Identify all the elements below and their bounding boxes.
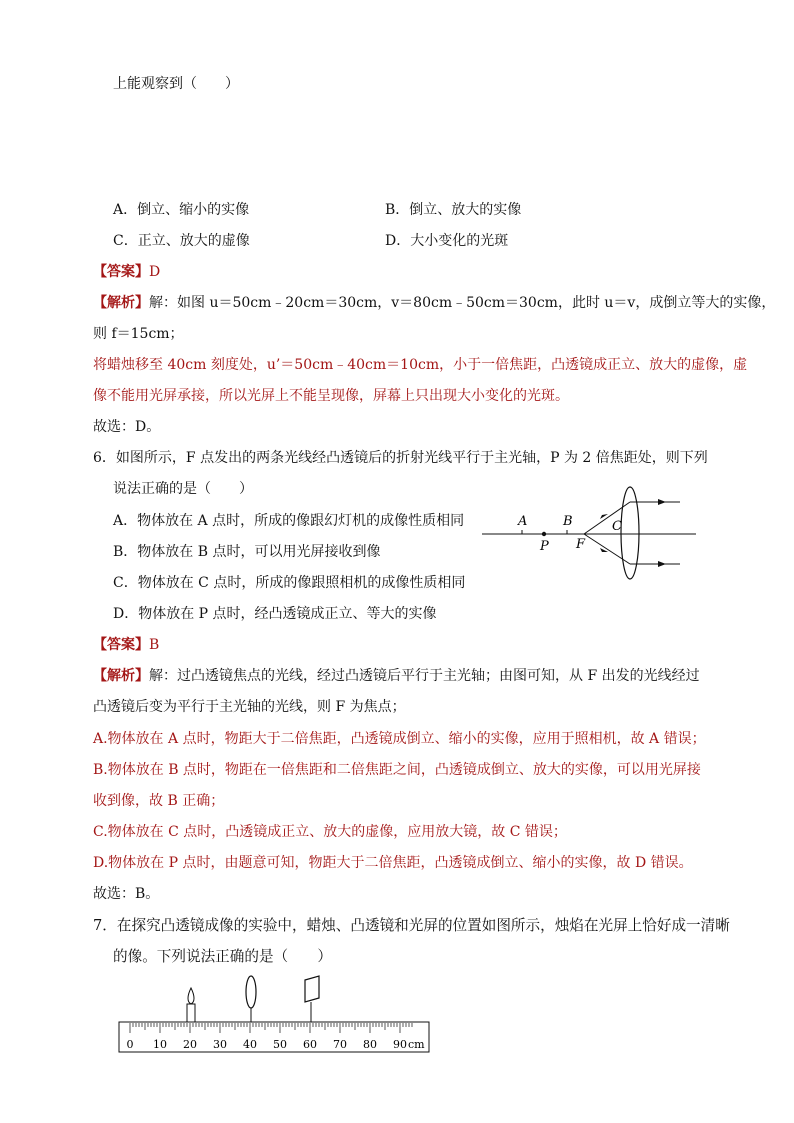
arrow-lower-out	[658, 561, 666, 567]
answer-value: D	[149, 264, 161, 280]
q5-choice: 故选：D。	[93, 419, 161, 435]
answer-tag: 【答案】	[93, 637, 149, 653]
answer-tag: 【答案】	[93, 264, 149, 280]
bench-lens	[246, 976, 256, 1008]
analysis-tag: 【解析】	[93, 295, 149, 311]
q6-analysis-line2: 凸透镜后变为平行于主光轴的光线，则 F 为焦点；	[93, 699, 406, 715]
q6-choice: 故选：B。	[93, 886, 160, 902]
q6-analysis-d: D.物体放在 P 点时，由题意可知，物距大于二倍焦距，凸透镜成倒立、缩小的实像，故 D 错误。	[93, 855, 693, 871]
point-p-dot	[542, 532, 546, 536]
q7-stem-line1: 7．在探究凸透镜成像的实验中，蜡烛、凸透镜和光屏的位置如图所示，烛焰在光屏上恰好成一清晰	[93, 917, 730, 934]
q6-analysis-b1: B.物体放在 B 点时，物距在一倍焦距和二倍焦距之间，凸透镜成倒立、放大的实像，可以用光屏接	[93, 762, 701, 778]
q6-analysis-a: A.物体放在 A 点时，物距大于二倍焦距，凸透镜成倒立、缩小的实像，应用于照相机，故 A 错误；	[93, 731, 706, 747]
answer-value: B	[149, 637, 160, 653]
q6-analysis-b2: 收到像，故 B 正确；	[93, 793, 225, 809]
q5-option-c: C．正立、放大的虚像	[113, 233, 250, 249]
q6-option-d: D．物体放在 P 点时，经凸透镜成正立、等大的实像	[113, 606, 437, 622]
label-f: F	[576, 537, 586, 552]
q5-analysis-line4: 像不能用光屏承接，所以光屏上不能呈现像，屏幕上只出现大小变化的光斑。	[93, 388, 569, 404]
label-a: A	[518, 514, 528, 529]
ruler-label: 70	[333, 1038, 347, 1051]
analysis-tag: 【解析】	[93, 668, 149, 684]
q6-option-c: C．物体放在 C 点时，所成的像跟照相机的成像性质相同	[113, 575, 466, 591]
q6-stem-line1: 6．如图所示，F 点发出的两条光线经凸透镜后的折射光线平行于主光轴，P 为 2 倍焦距处，则下列	[93, 450, 708, 466]
convex-lens	[621, 487, 639, 579]
q5-option-b: B．倒立、放大的实像	[385, 202, 522, 218]
label-b: B	[563, 514, 573, 529]
ruler-label: 60	[303, 1038, 317, 1051]
candle-flame	[188, 988, 194, 1004]
light-screen	[305, 976, 319, 1002]
ruler-label: 10	[153, 1038, 167, 1051]
candle	[187, 988, 195, 1022]
q5-option-d: D．大小变化的光斑	[385, 233, 509, 249]
ruler-label: 20	[183, 1038, 197, 1051]
candle-body	[187, 1004, 195, 1022]
ruler-label: 40	[243, 1038, 257, 1051]
q6-answer	[93, 635, 159, 655]
q6-stem-line2: 说法正确的是（ ）	[113, 481, 253, 497]
q6-analysis-c: C.物体放在 C 点时，凸透镜成正立、放大的虚像，应用放大镜，故 C 错误；	[93, 824, 567, 840]
analysis-text: 解：如图 u＝50cm﹣20cm＝30cm，v＝80cm﹣50cm＝30cm，此时 u＝v，成倒立等大的实像，	[149, 295, 776, 311]
ray-lower-in	[584, 534, 630, 564]
q5-answer	[93, 262, 160, 282]
ruler-label: 50	[273, 1038, 287, 1051]
q5-analysis-line1	[93, 293, 775, 313]
q7-optical-bench	[115, 972, 435, 1056]
ruler-unit: cm	[408, 1038, 425, 1051]
q6-analysis-line1	[93, 666, 700, 686]
q5-option-a: A．倒立、缩小的实像	[113, 202, 250, 218]
q7-stem-line2: 的像。下列说法正确的是（ ）	[113, 948, 332, 965]
q6-option-b: B．物体放在 B 点时，可以用光屏接收到像	[113, 544, 381, 560]
analysis-text: 解：过凸透镜焦点的光线，经过凸透镜后平行于主光轴；由图可知，从 F 出发的光线经过	[149, 668, 700, 684]
q6-lens-diagram	[480, 480, 700, 590]
q5-analysis-line2: 则 f＝15cm；	[93, 326, 184, 342]
ray-upper-in	[584, 502, 630, 534]
q5-stem-tail: 上能观察到（ ）	[113, 76, 239, 92]
label-c: C	[612, 519, 622, 534]
ruler-label: 90	[393, 1038, 407, 1051]
ruler-label: 80	[363, 1038, 377, 1051]
q6-option-a: A．物体放在 A 点时，所成的像跟幻灯机的成像性质相同	[113, 513, 465, 529]
label-p: P	[540, 539, 549, 554]
arrow-upper-out	[658, 499, 666, 505]
ruler-label: 0	[126, 1038, 134, 1051]
ruler-label: 30	[213, 1038, 227, 1051]
q5-analysis-line3: 将蜡烛移至 40cm 刻度处，u’＝50cm﹣40cm＝10cm，小于一倍焦距，凸透镜成正立、放大的虚像，虚	[93, 357, 748, 373]
